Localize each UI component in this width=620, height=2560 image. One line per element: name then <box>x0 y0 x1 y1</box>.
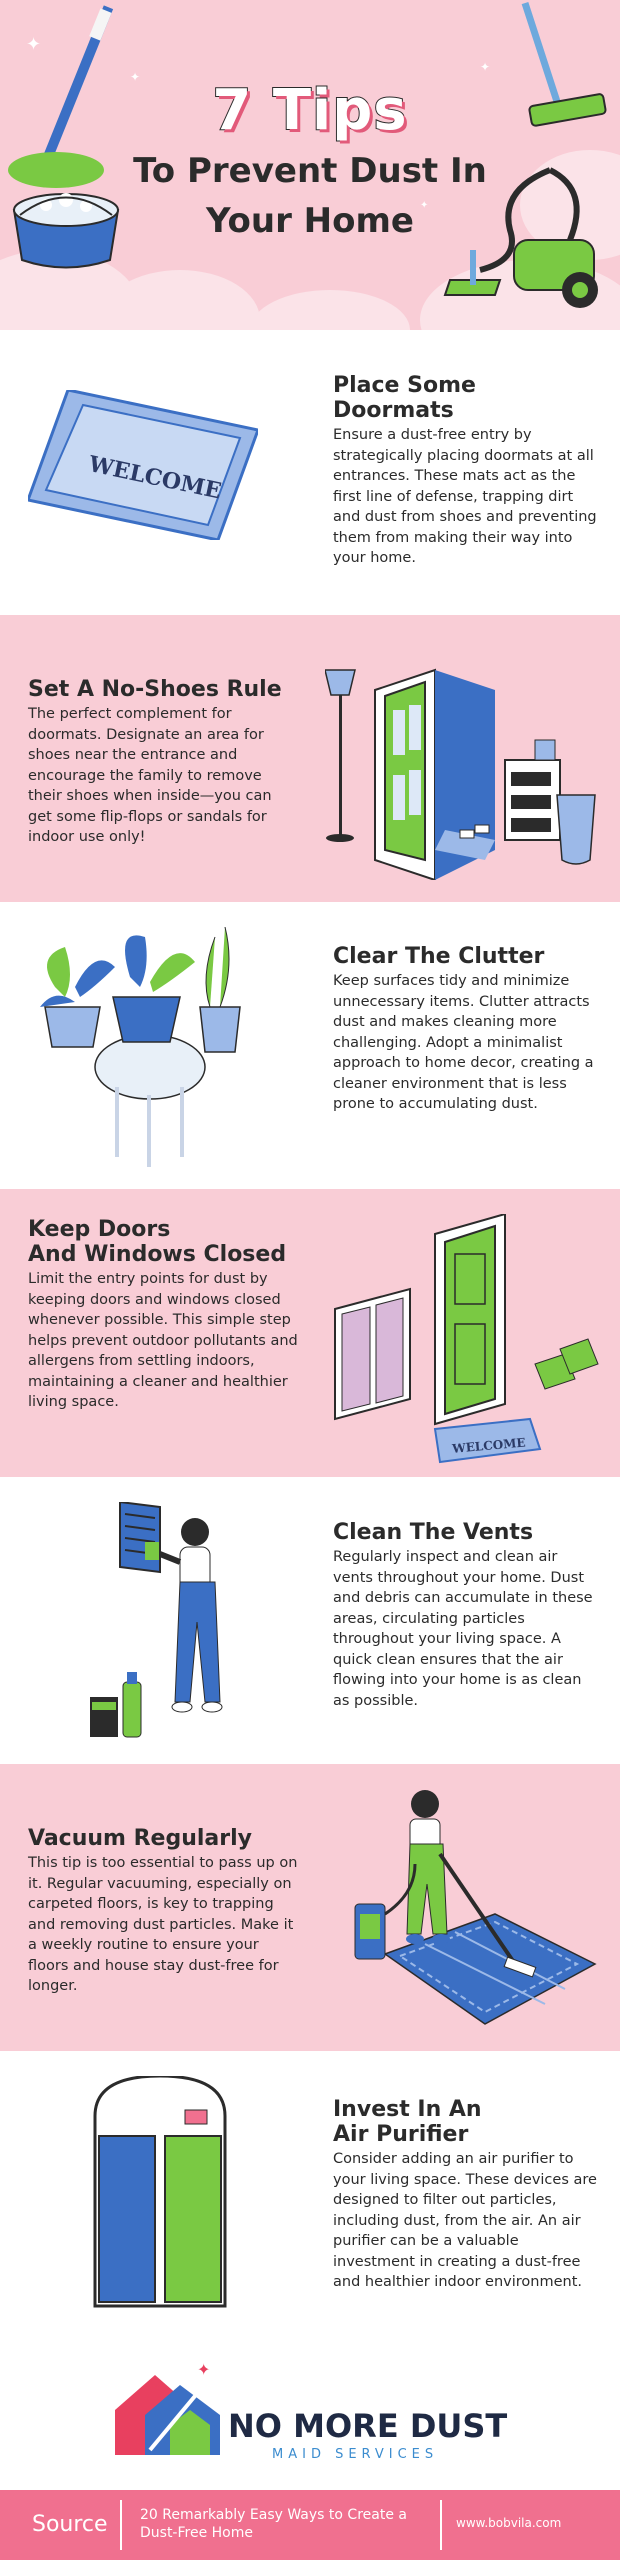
tip-text-block <box>28 1217 298 1413</box>
tip-body: Regularly inspect and clean air vents throughout your home. Dust and debris can accumulate in these areas, circulating particles throughout your living space. A quick clean ensures that the air flowing into your home is as clean as possible. <box>333 1549 593 1709</box>
source-url-link[interactable]: www.bobvila.com <box>456 2516 562 2530</box>
entrance-shoes-illustration <box>325 650 605 880</box>
tip-title: Keep Doors And Windows Closed <box>28 1217 287 1267</box>
logo-tagline: MAID SERVICES <box>272 2447 439 2462</box>
tip-section-air-purifier <box>0 2051 620 2335</box>
tip-body: Keep surfaces tidy and minimize unnecessary items. Clutter attracts dust and makes cleaning more challenging. Adopt a minimalist approach to home decor, creating a cleaner environment that is less prone to accumulating dust. <box>333 973 594 1112</box>
air-purifier-illustration <box>85 2076 235 2316</box>
doormat-label: WELCOME <box>451 1435 527 1456</box>
tip-title: Set A No-Shoes Rule <box>28 677 282 702</box>
tip-text-block <box>333 2097 598 2293</box>
tip-section-doormats <box>0 330 620 615</box>
tip-text-block <box>333 1520 598 1711</box>
cloud-shape <box>250 290 410 330</box>
vent-cleaning-illustration <box>85 1502 245 1747</box>
tip-body: Consider adding an air purifier to your living space. These devices are designed to filter out particles, including dust, from the air. An air purifier can be a valuable investment in creating a dust-free and healthier indoor environment. <box>333 2151 597 2290</box>
tip-body: The perfect complement for doormats. Designate an area for shoes near the entrance and encourage the family to remove their shoes when inside—you can get some flip-flops or sandals for indoor use only! <box>28 706 272 845</box>
tip-section-vacuum <box>0 1764 620 2051</box>
tip-body: This tip is too essential to pass up on it. Regular vacuuming, especially on carpeted floors, is key to trapping and removing dust particles. Make it a weekly routine to ensure your floors and house stay dust-free for longer. <box>28 1855 298 1994</box>
tip-title: Invest In An Air Purifier <box>333 2097 482 2147</box>
tip-section-no-shoes <box>0 615 620 902</box>
tip-body: Limit the entry points for dust by keeping doors and windows closed whenever possible. This simple step helps prevent outdoor pollutants and allergens from settling indoors, maintaining a cleaner and healthier living space. <box>28 1271 298 1410</box>
logo-wordmark: NO MORE DUST <box>228 2407 508 2445</box>
tip-title: Clean The Vents <box>333 1520 534 1545</box>
svg-text:✦: ✦ <box>197 2360 211 2379</box>
tip-section-clutter <box>0 902 620 1189</box>
sparkle-icon: ✦ <box>480 60 491 74</box>
flat-mop-icon <box>520 0 620 140</box>
source-label: Source <box>32 2512 108 2537</box>
page-subtitle-line-2: Your Home <box>206 201 414 241</box>
tip-text-block <box>333 373 598 569</box>
source-article-link[interactable]: 20 Remarkably Easy Ways to Create a Dust-Free Home <box>140 2507 407 2541</box>
sparkle-icon: ✦ <box>26 34 42 55</box>
tip-text-block <box>28 1826 298 1997</box>
sparkle-icon: ✦ <box>130 70 141 84</box>
tip-text-block <box>333 944 598 1115</box>
sparkle-icon: ✦ <box>420 200 429 211</box>
door-window-illustration <box>330 1214 610 1464</box>
tip-section-vents <box>0 1477 620 1764</box>
house-logo-icon <box>115 2355 225 2460</box>
person-vacuuming-illustration <box>345 1784 605 2034</box>
footer-divider <box>120 2500 122 2550</box>
page-title: 7 Tips <box>212 78 408 143</box>
doormat-illustration <box>28 390 258 540</box>
plants-table-illustration <box>35 927 265 1167</box>
header-banner <box>0 0 620 330</box>
tip-title: Clear The Clutter <box>333 944 545 969</box>
title-block <box>110 78 510 243</box>
tip-body: Ensure a dust-free entry by strategically placing doormats at all entrances. These mats act as the first line of defense, trapping dirt and dust from shoes and preventing them from making their way into your home. <box>333 427 597 566</box>
doormat-label: WELCOME <box>86 451 224 505</box>
tip-title: Place Some Doormats <box>333 373 476 423</box>
footer-divider <box>440 2500 442 2550</box>
page-subtitle-line-1: To Prevent Dust In <box>133 151 487 191</box>
tip-title: Vacuum Regularly <box>28 1826 253 1851</box>
brand-logo <box>0 2335 620 2485</box>
tip-section-doors-windows <box>0 1189 620 1477</box>
source-footer <box>0 2490 620 2560</box>
tip-text-block <box>28 677 298 848</box>
